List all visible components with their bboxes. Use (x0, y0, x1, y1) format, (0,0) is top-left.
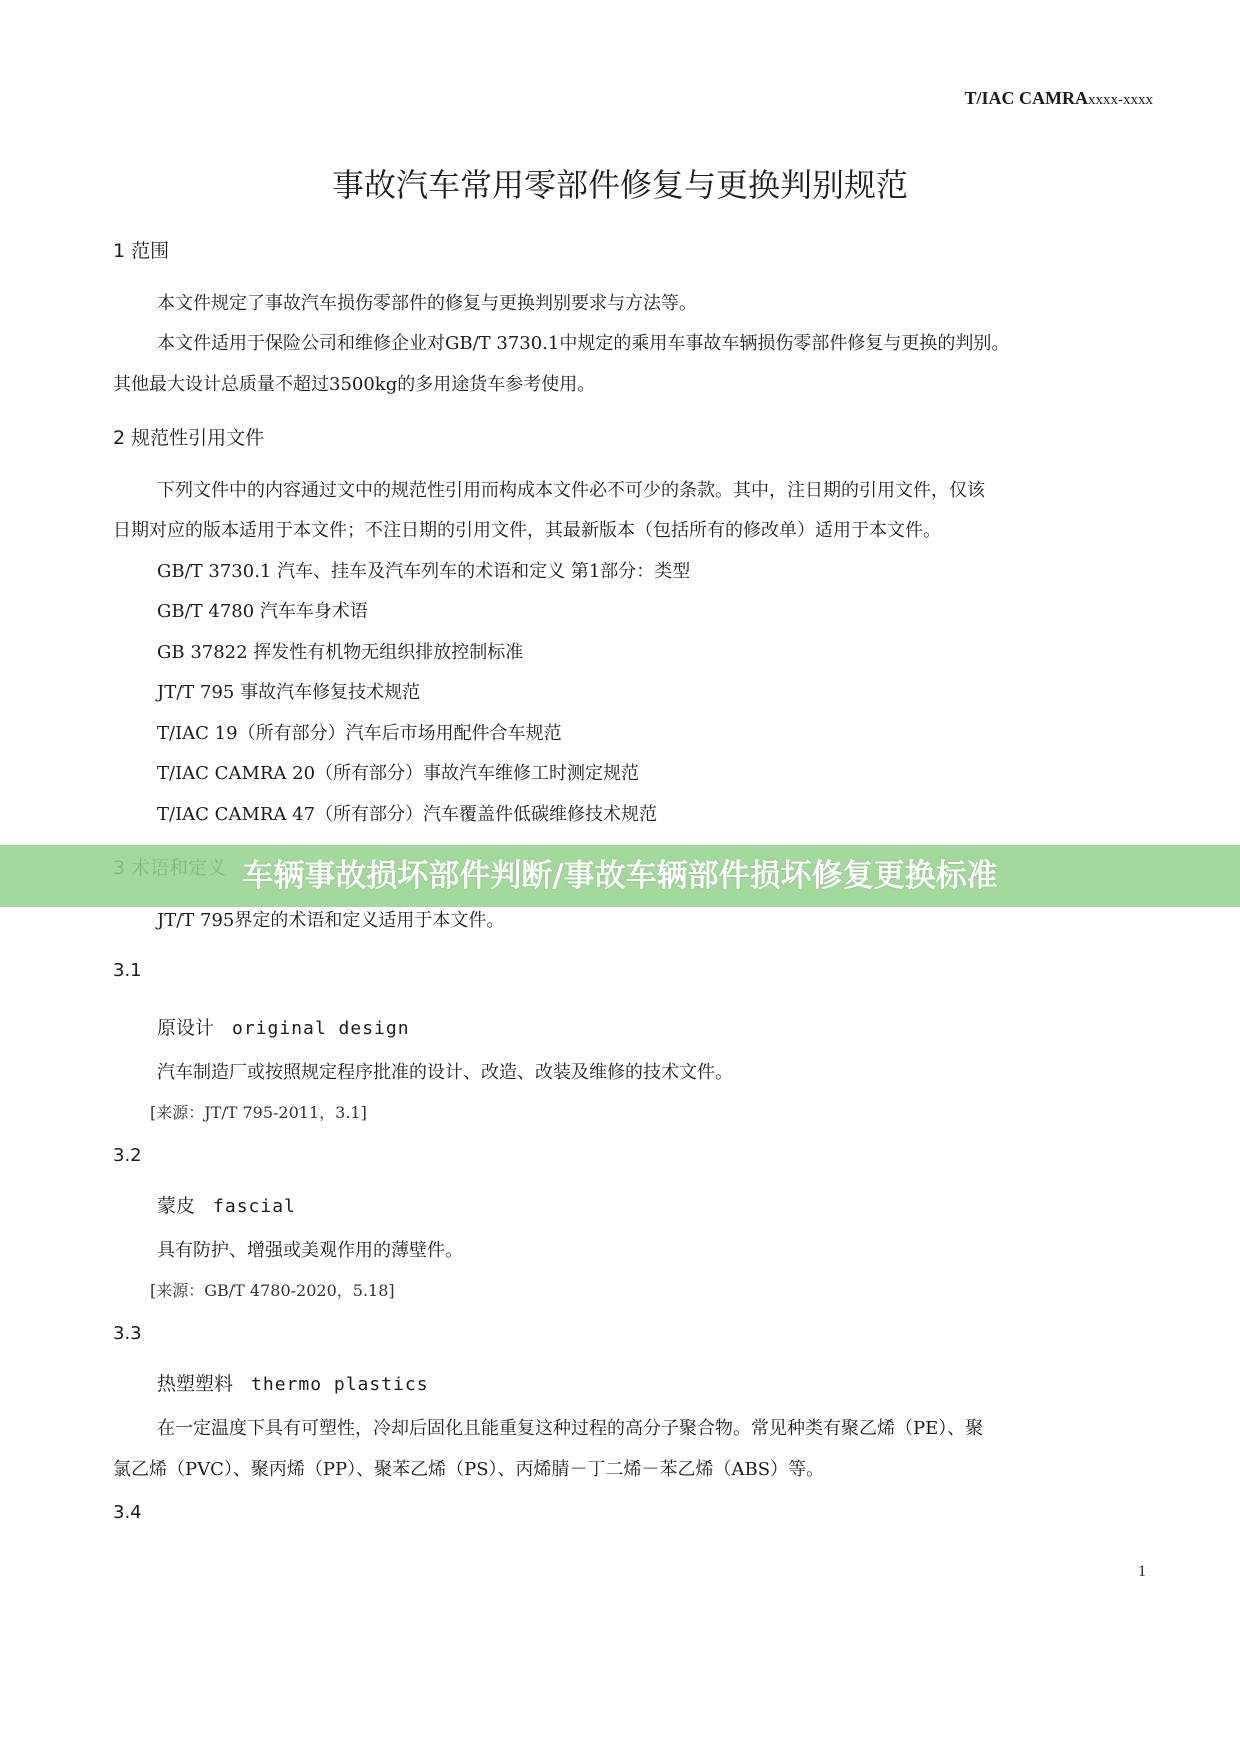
section-2-heading: 2 规范性引用文件 (113, 427, 265, 449)
section-1-paragraph-2: 本文件适用于保险公司和维修企业对GB/T 3730.1中规定的乘用车事故车辆损伤零部件修复与更换的判别。 (157, 333, 1010, 354)
reference-item: T/IAC CAMRA 47（所有部分）汽车覆盖件低碳维修技术规范 (157, 804, 658, 825)
term-number: 3.1 (113, 960, 142, 981)
term-number: 3.2 (113, 1145, 142, 1166)
term-zh: 蒙皮 (157, 1195, 196, 1217)
section-2-paragraph-continued: 日期对应的版本适用于本文件；不注日期的引用文件，其最新版本（包括所有的修改单）适用于本文件。 (113, 520, 941, 541)
document-title: 事故汽车常用零部件修复与更换判别规范 (331, 166, 908, 204)
term-heading (157, 1191, 296, 1218)
term-heading (157, 1013, 410, 1040)
term-zh: 热塑塑料 (157, 1373, 234, 1395)
term-en: fascial (213, 1196, 296, 1217)
reference-item: T/IAC 19（所有部分）汽车后市场用配件合车规范 (157, 723, 562, 744)
term-heading (157, 1369, 429, 1396)
document-code: T/IAC CAMRAxxxx-xxxx (964, 88, 1153, 108)
term-en: thermo plastics (251, 1374, 429, 1395)
section-1-heading: 1 范围 (113, 240, 170, 262)
watermark-banner-text: 车辆事故损坏部件判断/事故车辆部件损坏修复更换标准 (242, 858, 998, 894)
section-3-intro: JT/T 795界定的术语和定义适用于本文件。 (157, 910, 505, 931)
reference-item: T/IAC CAMRA 20（所有部分）事故汽车维修工时测定规范 (157, 763, 640, 784)
term-zh: 原设计 (157, 1017, 215, 1039)
section-2-paragraph: 下列文件中的内容通过文中的规范性引用而构成本文件必不可少的条款。其中，注日期的引用文件，仅该 (157, 480, 985, 501)
term-definition: 在一定温度下具有可塑性，冷却后固化且能重复这种过程的高分子聚合物。常见种类有聚乙烯（PE）、聚 (157, 1418, 984, 1439)
reference-item: GB/T 3730.1 汽车、挂车及汽车列车的术语和定义 第1部分：类型 (157, 561, 691, 582)
term-number: 3.3 (113, 1323, 142, 1344)
term-definition: 汽车制造厂或按照规定程序批准的设计、改造、改装及维修的技术文件。 (157, 1062, 733, 1083)
page-number: 1 (1138, 1563, 1146, 1580)
term-definition: 具有防护、增强或美观作用的薄壁件。 (157, 1240, 463, 1261)
term-definition-continued: 氯乙烯（PVC）、聚丙烯（PP）、聚苯乙烯（PS）、丙烯腈－丁二烯－苯乙烯（ABS）等。 (113, 1459, 825, 1480)
term-number: 3.4 (113, 1502, 142, 1523)
section-1-paragraph-2-continued: 其他最大设计总质量不超过3500kg的多用途货车参考使用。 (113, 374, 596, 395)
term-en: original design (232, 1018, 410, 1039)
reference-item: GB/T 4780 汽车车身术语 (157, 601, 368, 622)
reference-item: GB 37822 挥发性有机物无组织排放控制标准 (157, 642, 524, 663)
term-source: [来源：JT/T 795-2011，3.1] (150, 1103, 367, 1122)
reference-item: JT/T 795 事故汽车修复技术规范 (157, 682, 421, 703)
section-1-paragraph-1: 本文件规定了事故汽车损伤零部件的修复与更换判别要求与方法等。 (157, 293, 697, 314)
term-source: [来源：GB/T 4780-2020，5.18] (150, 1281, 395, 1300)
